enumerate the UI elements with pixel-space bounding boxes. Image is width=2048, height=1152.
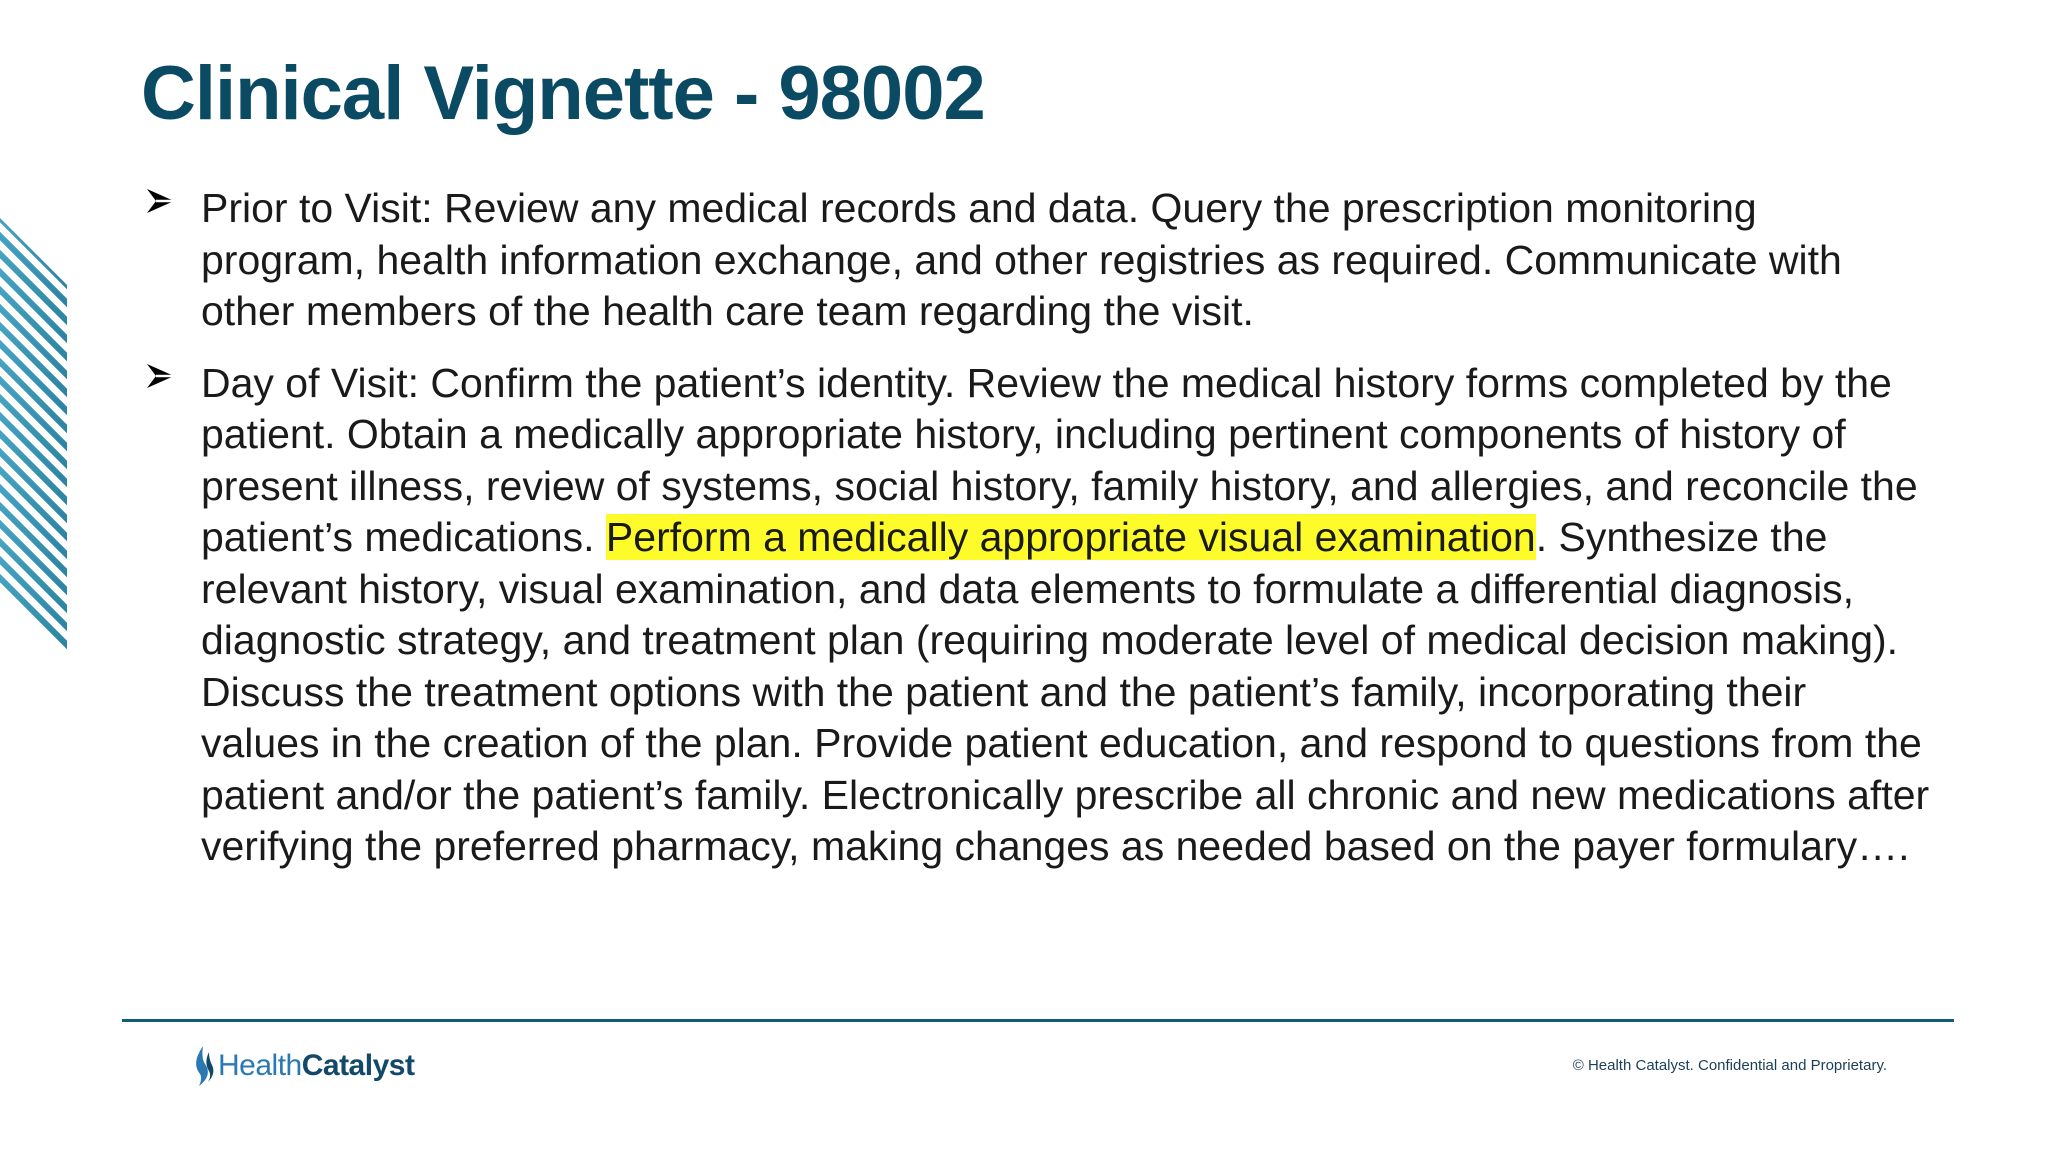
bullet-prior-to-visit <box>141 183 1931 338</box>
decorative-stripes <box>0 218 67 656</box>
health-catalyst-logo <box>191 1044 414 1088</box>
bullet-list <box>141 183 1931 893</box>
slide-title: Clinical Vignette - 98002 <box>141 51 985 136</box>
bullet-day-of-visit <box>141 358 1931 873</box>
bullet-text-continued: . Synthesize the relevant history, visual examination, and data elements to formulate a differential diagnosis, diagnostic strategy, and treatment plan (requiring moderate level of medical decision making). Discuss the treatment options with the patient and the patient’s family, incorporating their values in the creation of the plan. Provide patient education, and respond to questions from the patient and/or the patient’s family. Electronically prescribe all chronic and new medications after verifying the preferred pharmacy, making changes as needed based on the payer formulary…. <box>201 514 1930 869</box>
bullet-text: Prior to Visit: Review any medical records and data. Query the prescription monitoring program, health information exchange, and other registries as required. Communicate with other members of the health care team regarding the visit. <box>201 185 1842 334</box>
bullet-text: Day of Visit: Confirm the patient’s identity. Review the medical history forms completed by the patient. Obtain a medically appropriate history, including pertinent components of history of present illness, review of systems, social history, family history, and allergies, and reconcile the patient’s medications. <box>201 359 1918 560</box>
copyright-notice: © Health Catalyst. Confidential and Proprietary. <box>1572 1057 1887 1074</box>
arrow-bullet-icon <box>146 361 176 391</box>
footer-divider <box>122 1019 1954 1022</box>
arrow-bullet-icon <box>146 186 176 216</box>
flame-icon <box>191 1044 215 1088</box>
highlighted-text: Perform a medically appropriate visual examination <box>605 514 1536 560</box>
logo-wordmark: HealthCatalyst <box>218 1049 415 1082</box>
